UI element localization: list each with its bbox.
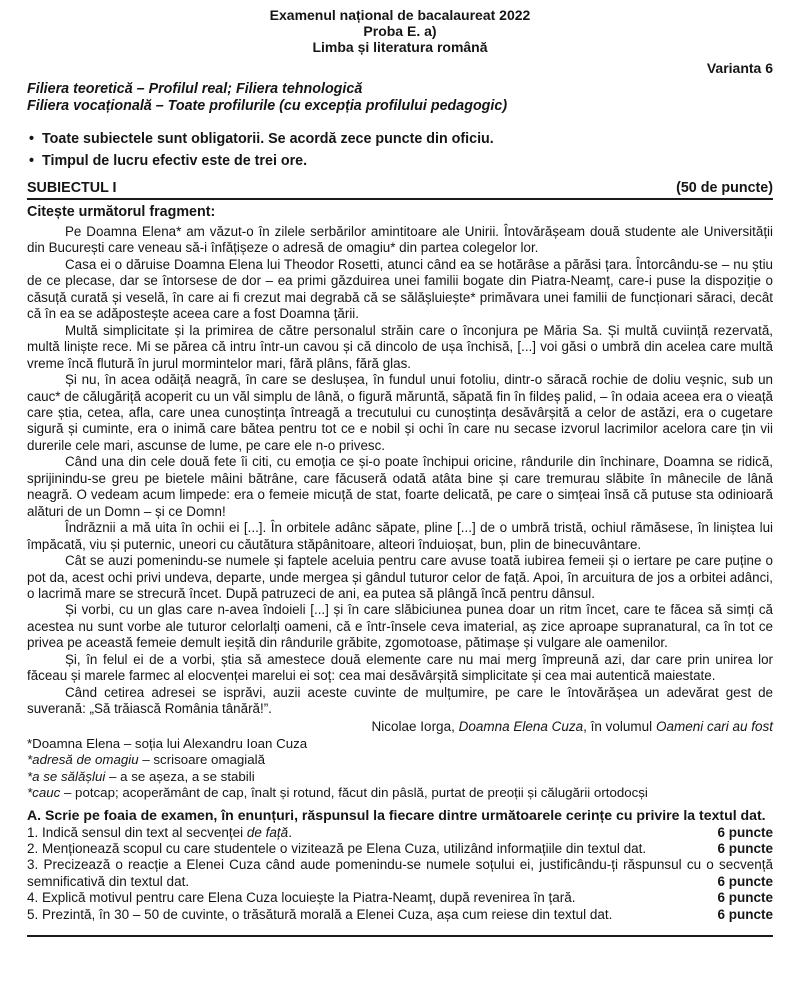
footnote-term: *adresă de omagiu: [27, 752, 139, 768]
question-3: [27, 857, 773, 890]
footnote: [27, 736, 773, 753]
question-number: 3.: [27, 857, 39, 873]
footnote: [27, 769, 773, 786]
question-points: 6 puncte: [711, 890, 773, 906]
fragment-paragraph: Și vorbi, cu un glas care n-avea îndoieli [...] și în care slăbiciunea punea doar un ritm încet, care te făcea să simți că acestea nu sunt vorbe ale tuturor celorlalți oameni, că e într-însele ceva imaterial, aș zice aproape supranatural, ca în tot ce privea pe această femeie demult ieșită din rândurile grăbite, zgomotoase, pătimașe și vulgare ale oamenilor.: [27, 602, 773, 651]
question-4: [27, 890, 773, 906]
footnote-term: *a se sălășlui: [27, 768, 106, 784]
fragment-paragraph: Când cetirea adresei se isprăvi, auzii aceste cuvinte de mulțumire, pe care le întovărășea un adevărat gest de suverană: „Să trăiască România tânără!”.: [27, 684, 773, 717]
exam-title: Examenul național de bacalaureat 2022: [269, 7, 531, 23]
variant-label: Varianta 6: [706, 60, 773, 76]
fragment-paragraph: Îndrăznii a mă uita în ochii ei [...]. În orbitele adânc săpate, pline [...] de o umbră tristă, ochiul rămăsese, în liniștea lui împăcată, viu și puternic, uneori cu căutătura stăpânitoare, alteori înduioșat, bun, plin de binecuvântare.: [27, 520, 773, 552]
subject-1-header: [27, 180, 773, 200]
section-a-heading: A. Scrie pe foaia de examen, în enunțuri, răspunsul la fiecare dintre următoarele cerințe cu privire la textul dat.: [27, 806, 766, 823]
question-1: [27, 825, 773, 841]
question-text: Prezintă, în 30 – 50 de cuvinte, o trăsătură morală a Elenei Cuza, așa cum reiese din textul dat.: [42, 906, 613, 922]
subject-1-label: SUBIECTUL I: [27, 180, 117, 196]
question-2: [27, 841, 773, 857]
question-number: 4.: [27, 890, 39, 906]
question-text: Precizează o reacție a Elenei Cuza când aude pomenindu-se numele soțului ei, justificându-ți răspunsul cu o secvență semnificativă din textul dat.: [27, 857, 773, 889]
read-instruction: Citește următorul fragment:: [27, 204, 216, 220]
text-fragment: [27, 224, 773, 718]
general-notes: [27, 128, 773, 172]
footnote: [27, 752, 773, 769]
footnote: [27, 785, 773, 802]
source-attribution: [27, 718, 773, 735]
footnotes-block: [27, 736, 773, 802]
fragment-paragraph: Și nu, în acea odăiță neagră, în care se deslușea, în fundul unui fotoliu, dintr-o săracă rochie de doliu veșnic, sub un cauc* de călugăriță acoperit cu un văl simplu de lână, o figură măruntă, săpată fin în fildeș palid, – în odaia aceea era o vieață care știa, cetea, afla, care unea cunoștința întreagă a trecutului cu cunoștința desăvârșită a celor de astăzi, era o cugetare sigură și cuminte, era o inimă care bătea pentru tot ce e nobil și ochi în care nu secase izvorul lacrimilor acelora care țin vii durerile cele mari, ascunse de lume, pe care ele n-o privesc.: [27, 372, 773, 453]
question-number: 5.: [27, 906, 39, 922]
exam-discipline: Limba și literatura română: [312, 39, 488, 55]
question-points: 6 puncte: [711, 825, 773, 841]
subject-1-points: (50 de puncte): [676, 180, 773, 196]
footnote-term: *Doamna Elena: [27, 735, 121, 751]
bottom-divider: [27, 935, 773, 937]
question-number: 1.: [27, 824, 39, 840]
question-number: 2.: [27, 840, 39, 856]
fragment-paragraph: Pe Doamna Elena* am văzut-o în zilele serbărilor amintitoare ale Unirii. Întovărășeam două studente ale Universității din București care veneau să-i înfățișeze o adresă de omagiu* din partea colegelor lor.: [27, 224, 773, 256]
attribution-author: Nicolae Iorga,: [371, 718, 459, 734]
fragment-paragraph: Și, în felul ei de a vorbi, știa să amestece două elemente care nu mai merg împreună azi, dar care prin unirea lor făceau și marele farmec al elocvenței marelui ei soț: cea mai desăvârșită simplicitate și cea mai autentică maiestate.: [27, 651, 773, 684]
question-text: Explică motivul pentru care Elena Cuza locuiește la Piatra-Neamț, după revenirea în țară.: [42, 890, 576, 906]
question-points: 6 puncte: [711, 874, 773, 890]
fragment-paragraph: Casa ei o dăruise Doamna Elena lui Theodor Rosetti, atunci când ea se hotărâse a părăsi țara. Întorcându-se – nu știu de ce plecase, dar se întorsese de dor – ea primi găzduirea unei familii bogate din Piatra-Neamț, care-i puse la dispoziție o căsuță curată și veselă, în care ai fi crezut mai degrabă că se sălășluiește* primăvara unei familii de funcționari săraci, decât că în ea se adăpostește aceea care a fost Doamna țării.: [27, 256, 773, 322]
filiera-block: [27, 81, 773, 114]
exam-proba: Proba E. a): [363, 23, 437, 39]
attribution-connector: , în volumul: [583, 718, 656, 734]
footnote-definition: – potcap; acoperământ de cap, înalt și rotund, făcut din pâslă, purtat de preoții și călugării ortodocși: [60, 785, 648, 801]
fragment-paragraph: Multă simplicitate și la primirea de către personalul străin care o înconjura pe Măria Sa. Și multă cuviință rezervată, multă liniște rece. Mi se părea că intru într-un cavou și că dincolo de ușa închisă, [...] voi găsi o umbră din acelea care multă vreme încă flutură în jurul mormintelor mari, fără plâns, fără glas.: [27, 322, 773, 371]
footnote-definition: – scrisoare omagială: [138, 752, 266, 768]
note-duration: • Timpul de lucru efectiv este de trei ore.: [27, 150, 773, 172]
note-mandatory: • Toate subiectele sunt obligatorii. Se acordă zece puncte din oficiu.: [27, 128, 773, 150]
question-text: Menționează scopul cu care studentele o vizitează pe Elena Cuza, utilizând informațiile din textul dat.: [42, 840, 647, 856]
fragment-paragraph: Cât se auzi pomenindu-se numele și faptele aceluia pentru care avuse toată iubirea femeii și o iertare pe care puține o pot da, acest ochi privi undeva, departe, unde mergea și gândul tuturor celor de față. Apoi, în arcuitura de jos a orbitei adânci, o lacrimă mare se strecură încet. După patruzeci de ani, ea putea să plângă încă pentru dânsul.: [27, 553, 773, 601]
question-points: 6 puncte: [711, 907, 773, 923]
document-header: [27, 7, 773, 55]
question-5: [27, 907, 773, 923]
attribution-work-title: Doamna Elena Cuza: [458, 718, 584, 734]
footnote-term: *cauc: [27, 785, 61, 801]
filiera-line-1: Filiera teoretică – Profilul real; Filiera tehnologică: [27, 81, 363, 97]
questions-list: [27, 825, 773, 923]
question-text: Indică sensul din text al secvenței: [42, 824, 247, 840]
question-text-end: .: [288, 824, 292, 840]
footnote-definition: – soția lui Alexandru Ioan Cuza: [120, 735, 308, 751]
filiera-line-2: Filiera vocațională – Toate profilurile (cu excepția profilului pedagogic): [27, 97, 508, 114]
question-points: 6 puncte: [711, 841, 773, 857]
attribution-volume-title: Oameni cari au fost: [655, 718, 773, 734]
footnote-definition: – a se așeza, a se stabili: [105, 768, 255, 784]
question-text-italic: de față: [246, 824, 289, 840]
fragment-paragraph: Când una din cele două fete îi citi, cu emoția ce și-o poate închipui oricine, rândurile din închinare, Doamna se ridică, sprijinindu-se greu pe bietele mâini bătrâne, care făcuseră odată atâta bine și care tremurau slăbite în mânecile de lână neagră. O vedeam acum limpede: era o femeie micuță de stat, foarte delicată, pe care o simțeai însă că putuse sta odinioară alături de un Domn – și ce Domn!: [27, 454, 773, 519]
